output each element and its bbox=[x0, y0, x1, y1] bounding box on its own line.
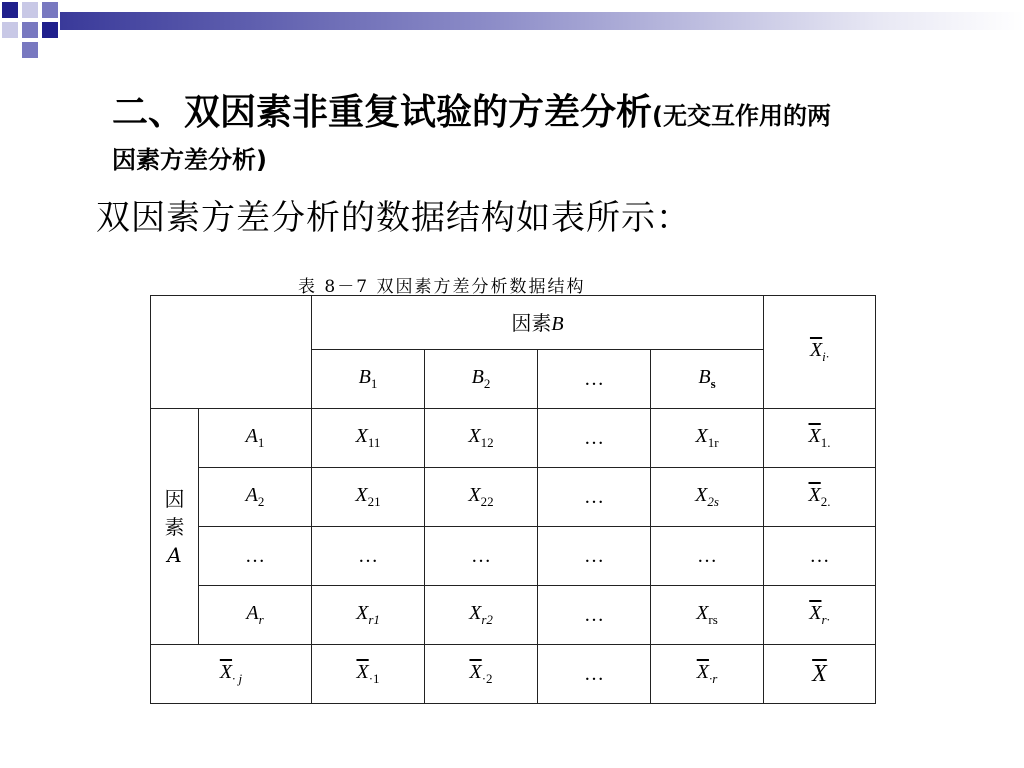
xr1-base: X bbox=[356, 602, 369, 624]
xrs-sub: rs bbox=[708, 612, 718, 627]
factor-b-header bbox=[312, 296, 764, 350]
row-mean-sub: i· bbox=[822, 349, 830, 364]
col-mean-2 bbox=[425, 645, 538, 704]
row-mean-ellipsis: … bbox=[764, 527, 876, 586]
a1-sub: 1 bbox=[257, 435, 265, 450]
slide-title bbox=[112, 88, 932, 176]
colmean-label-base: $\overline{X}$ bbox=[219, 661, 233, 683]
header-gradient-bar bbox=[60, 12, 1024, 30]
row-mean-1 bbox=[764, 409, 876, 468]
meanr-base: $\overline{X}$ bbox=[809, 602, 822, 624]
a1-base: A bbox=[245, 425, 258, 447]
header-square-mid-1 bbox=[42, 2, 58, 18]
b1-base: B bbox=[358, 366, 371, 388]
b1-sub: 1 bbox=[370, 376, 378, 391]
cell-r2-ellipsis: … bbox=[538, 468, 651, 527]
bs-base: B bbox=[698, 366, 711, 388]
row-mean-2 bbox=[764, 468, 876, 527]
col-header-bs bbox=[651, 350, 764, 409]
x2s-base: X bbox=[695, 484, 708, 506]
cell-x21 bbox=[312, 468, 425, 527]
corner-cell bbox=[151, 296, 312, 409]
colmean1-sub: ·1 bbox=[368, 671, 380, 686]
cell-x1r bbox=[651, 409, 764, 468]
x11-sub: 11 bbox=[367, 435, 381, 450]
mean1-base: $\overline{X}$ bbox=[808, 425, 821, 447]
cell-x11 bbox=[312, 409, 425, 468]
title-main: 二、双因素非重复试验的方差分析 bbox=[112, 92, 653, 133]
grand-mean bbox=[764, 645, 876, 704]
b2-sub: 2 bbox=[483, 376, 491, 391]
x1r-sub: 1r bbox=[707, 435, 719, 450]
factor-a-char-1: 因 bbox=[164, 486, 185, 511]
cell-x22 bbox=[425, 468, 538, 527]
x21-sub: 21 bbox=[367, 494, 381, 509]
cell-r3c3: … bbox=[538, 527, 651, 586]
colmean1-base: $\overline{X}$ bbox=[356, 661, 369, 683]
cell-xr1 bbox=[312, 586, 425, 645]
x21-base: X bbox=[355, 484, 368, 506]
factor-a-char-3: A bbox=[167, 542, 182, 567]
header-square-dark-1 bbox=[2, 2, 18, 18]
a2-sub: 2 bbox=[257, 494, 265, 509]
col-header-ellipsis: … bbox=[538, 350, 651, 409]
cell-x12 bbox=[425, 409, 538, 468]
table-caption: 表 8－7 双因素方差分析数据结构 bbox=[298, 277, 586, 297]
row-label-a2 bbox=[199, 468, 312, 527]
title-paren-1: (无交互作用的两 bbox=[652, 102, 831, 130]
col-mean-label bbox=[151, 645, 312, 704]
colmean2-sub: ·2 bbox=[481, 671, 493, 686]
b2-base: B bbox=[471, 366, 484, 388]
col-mean-r bbox=[651, 645, 764, 704]
mean2-sub: 2. bbox=[820, 494, 831, 509]
x12-sub: 12 bbox=[480, 435, 494, 450]
header-square-mid-2 bbox=[22, 22, 38, 38]
col-mean-ellipsis: … bbox=[538, 645, 651, 704]
mean1-sub: 1. bbox=[820, 435, 831, 450]
cell-x2s bbox=[651, 468, 764, 527]
x22-sub: 22 bbox=[480, 494, 494, 509]
cell-r3c2: … bbox=[425, 527, 538, 586]
col-header-b2 bbox=[425, 350, 538, 409]
header-square-dark-2 bbox=[42, 22, 58, 38]
ar-sub: r bbox=[258, 612, 264, 627]
row-mean-r bbox=[764, 586, 876, 645]
row-label-a1 bbox=[199, 409, 312, 468]
anova-data-table bbox=[150, 295, 876, 704]
row-label-ar bbox=[199, 586, 312, 645]
grand-mean-base: $\overline{X}$ bbox=[812, 660, 827, 687]
row-mean-base: $\overline{X}$ bbox=[809, 339, 823, 361]
col-header-b1 bbox=[312, 350, 425, 409]
factor-b-label: 因素 bbox=[511, 310, 552, 335]
x22-base: X bbox=[468, 484, 481, 506]
x2s-sub: 2s bbox=[707, 494, 719, 509]
xr2-base: X bbox=[469, 602, 482, 624]
xrs-base: X bbox=[696, 602, 709, 624]
cell-r4-ellipsis: … bbox=[538, 586, 651, 645]
colmean-label-sub: · j bbox=[232, 671, 243, 686]
factor-a-header bbox=[151, 409, 199, 645]
bs-sub: s bbox=[710, 376, 716, 391]
header-square-mid-3 bbox=[22, 42, 38, 58]
subtitle: 双因素方差分析的数据结构如表所示： bbox=[96, 198, 691, 238]
row-label-ellipsis: … bbox=[199, 527, 312, 586]
header-square-light-1 bbox=[22, 2, 38, 18]
x12-base: X bbox=[468, 425, 481, 447]
x11-base: X bbox=[355, 425, 368, 447]
colmeanr-sub: ·r bbox=[708, 671, 718, 686]
factor-a-char-2: 素 bbox=[164, 514, 185, 539]
meanr-sub: r· bbox=[821, 612, 830, 627]
cell-r3c1: … bbox=[312, 527, 425, 586]
title-paren-2: 因素方差分析) bbox=[112, 146, 267, 174]
cell-r3c4: … bbox=[651, 527, 764, 586]
row-mean-header bbox=[764, 296, 876, 409]
header-square-light-2 bbox=[2, 22, 18, 38]
a2-base: A bbox=[245, 484, 258, 506]
xr1-sub: r1 bbox=[368, 612, 380, 627]
mean2-base: $\overline{X}$ bbox=[808, 484, 821, 506]
cell-xr2 bbox=[425, 586, 538, 645]
cell-r1-ellipsis: … bbox=[538, 409, 651, 468]
colmean2-base: $\overline{X}$ bbox=[469, 661, 482, 683]
xr2-sub: r2 bbox=[481, 612, 493, 627]
col-mean-1 bbox=[312, 645, 425, 704]
colmeanr-base: $\overline{X}$ bbox=[696, 661, 709, 683]
cell-xrs bbox=[651, 586, 764, 645]
factor-b-var: B bbox=[551, 312, 564, 335]
x1r-base: X bbox=[695, 425, 708, 447]
ar-base: A bbox=[246, 602, 259, 624]
